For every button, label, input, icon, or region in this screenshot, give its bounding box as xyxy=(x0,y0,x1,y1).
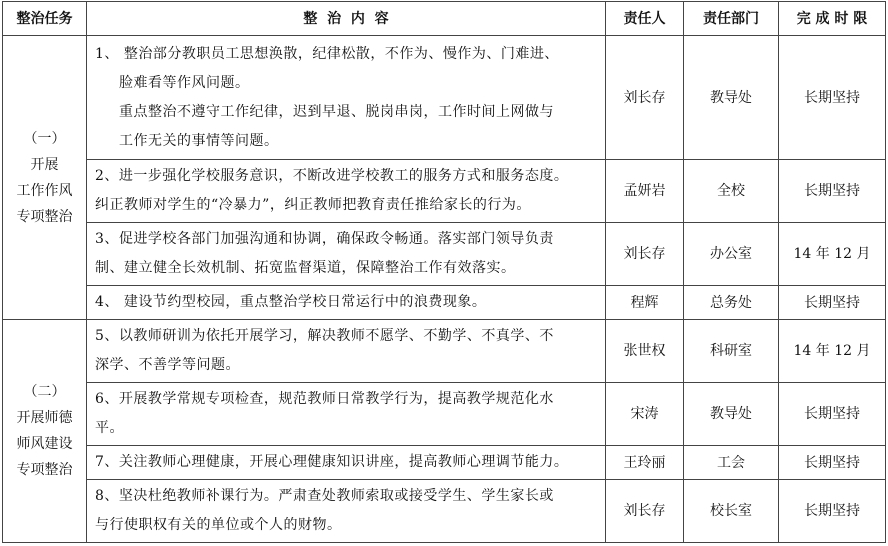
table-row xyxy=(3,446,886,480)
table-row xyxy=(3,223,886,286)
person-cell: 孟妍岩 xyxy=(606,160,684,223)
task-cell-1 xyxy=(3,36,87,320)
content-line: 3、促进学校各部门加强沟通和协调，确保政令畅通。落实部门领导负责 xyxy=(95,231,554,247)
content-line: 8、坚决杜绝教师补课行为。严肃查处教师索取或接受学生、学生家长或 xyxy=(95,488,554,504)
deadline-cell: 长期坚持 xyxy=(779,160,886,223)
content-line: 5、以教师研训为依托开展学习，解决教师不愿学、不勤学、不真学、不 xyxy=(95,328,554,344)
dept-cell: 教导处 xyxy=(684,383,779,446)
task-label: （一） xyxy=(23,130,66,147)
content-line: 与行使职权有关的单位或个人的财物。 xyxy=(95,517,342,533)
content-cell xyxy=(87,36,606,160)
task-label: 工作作风 xyxy=(16,182,73,199)
task-label: 开展 xyxy=(30,156,59,173)
table-row xyxy=(3,383,886,446)
content-line: 纠正教师对学生的“冷暴力”，纠正教师把教育责任推给家长的行为。 xyxy=(95,197,531,213)
task-label: 师风建设 xyxy=(16,436,73,452)
deadline-cell: 长期坚持 xyxy=(779,383,886,446)
table-row xyxy=(3,36,886,160)
content-cell xyxy=(87,383,606,446)
content-line: 平。 xyxy=(95,420,124,436)
person-cell: 刘长存 xyxy=(606,223,684,286)
header-dept: 责任部门 xyxy=(684,2,779,36)
content-line: 1、 整治部分教职员工思想涣散，纪律松散，不作为、慢作为、门难进、 xyxy=(95,45,559,62)
task-label: 专项整治 xyxy=(16,462,73,478)
person-cell: 张世权 xyxy=(606,320,684,383)
dept-cell: 科研室 xyxy=(684,320,779,383)
deadline-cell: 14 年 12 月 xyxy=(779,223,886,286)
content-cell xyxy=(87,286,606,320)
person-cell: 刘长存 xyxy=(606,480,684,543)
person-cell: 刘长存 xyxy=(606,36,684,160)
table-row xyxy=(3,320,886,383)
person-cell: 王玲丽 xyxy=(606,446,684,480)
rectification-table xyxy=(2,1,886,543)
content-line: 4、 建设节约型校园，重点整治学校日常运行中的浪费现象。 xyxy=(95,294,487,310)
content-cell xyxy=(87,223,606,286)
table-row xyxy=(3,160,886,223)
header-content: 整 治 内 容 xyxy=(87,2,606,36)
header-task: 整治任务 xyxy=(3,2,87,36)
content-cell xyxy=(87,320,606,383)
task-cell-2 xyxy=(3,320,87,543)
dept-cell: 总务处 xyxy=(684,286,779,320)
header-deadline: 完 成 时 限 xyxy=(779,2,886,36)
header-person: 责任人 xyxy=(606,2,684,36)
dept-cell: 工会 xyxy=(684,446,779,480)
task-label: 专项整治 xyxy=(16,208,73,225)
dept-cell: 教导处 xyxy=(684,36,779,160)
deadline-cell: 长期坚持 xyxy=(779,480,886,543)
task-label: （二） xyxy=(23,384,66,400)
dept-cell: 办公室 xyxy=(684,223,779,286)
content-line: 脸难看等作风问题。 xyxy=(119,74,250,91)
content-line: 重点整治不遵守工作纪律，迟到早退、脱岗串岗，工作时间上网做与 xyxy=(119,103,554,120)
person-cell: 宋涛 xyxy=(606,383,684,446)
content-line: 2、进一步强化学校服务意识，不断改进学校教工的服务方式和服务态度。 xyxy=(95,168,569,184)
table-row xyxy=(3,286,886,320)
dept-cell: 校长室 xyxy=(684,480,779,543)
content-line: 7、关注教师心理健康，开展心理健康知识讲座，提高教师心理调节能力。 xyxy=(95,454,569,470)
content-line: 6、开展教学常规专项检查，规范教师日常教学行为，提高教学规范化水 xyxy=(95,391,554,407)
table-row xyxy=(3,480,886,543)
task-label: 开展师德 xyxy=(16,410,73,426)
content-cell xyxy=(87,480,606,543)
content-cell xyxy=(87,446,606,480)
deadline-cell: 14 年 12 月 xyxy=(779,320,886,383)
header-row xyxy=(3,2,886,36)
dept-cell: 全校 xyxy=(684,160,779,223)
content-line: 制、建立健全长效机制、拓宽监督渠道，保障整治工作有效落实。 xyxy=(95,260,516,276)
person-cell: 程辉 xyxy=(606,286,684,320)
content-cell xyxy=(87,160,606,223)
deadline-cell: 长期坚持 xyxy=(779,36,886,160)
deadline-cell: 长期坚持 xyxy=(779,286,886,320)
content-line: 深学、不善学等问题。 xyxy=(95,357,240,373)
deadline-cell: 长期坚持 xyxy=(779,446,886,480)
content-line: 工作无关的事情等问题。 xyxy=(119,132,279,149)
